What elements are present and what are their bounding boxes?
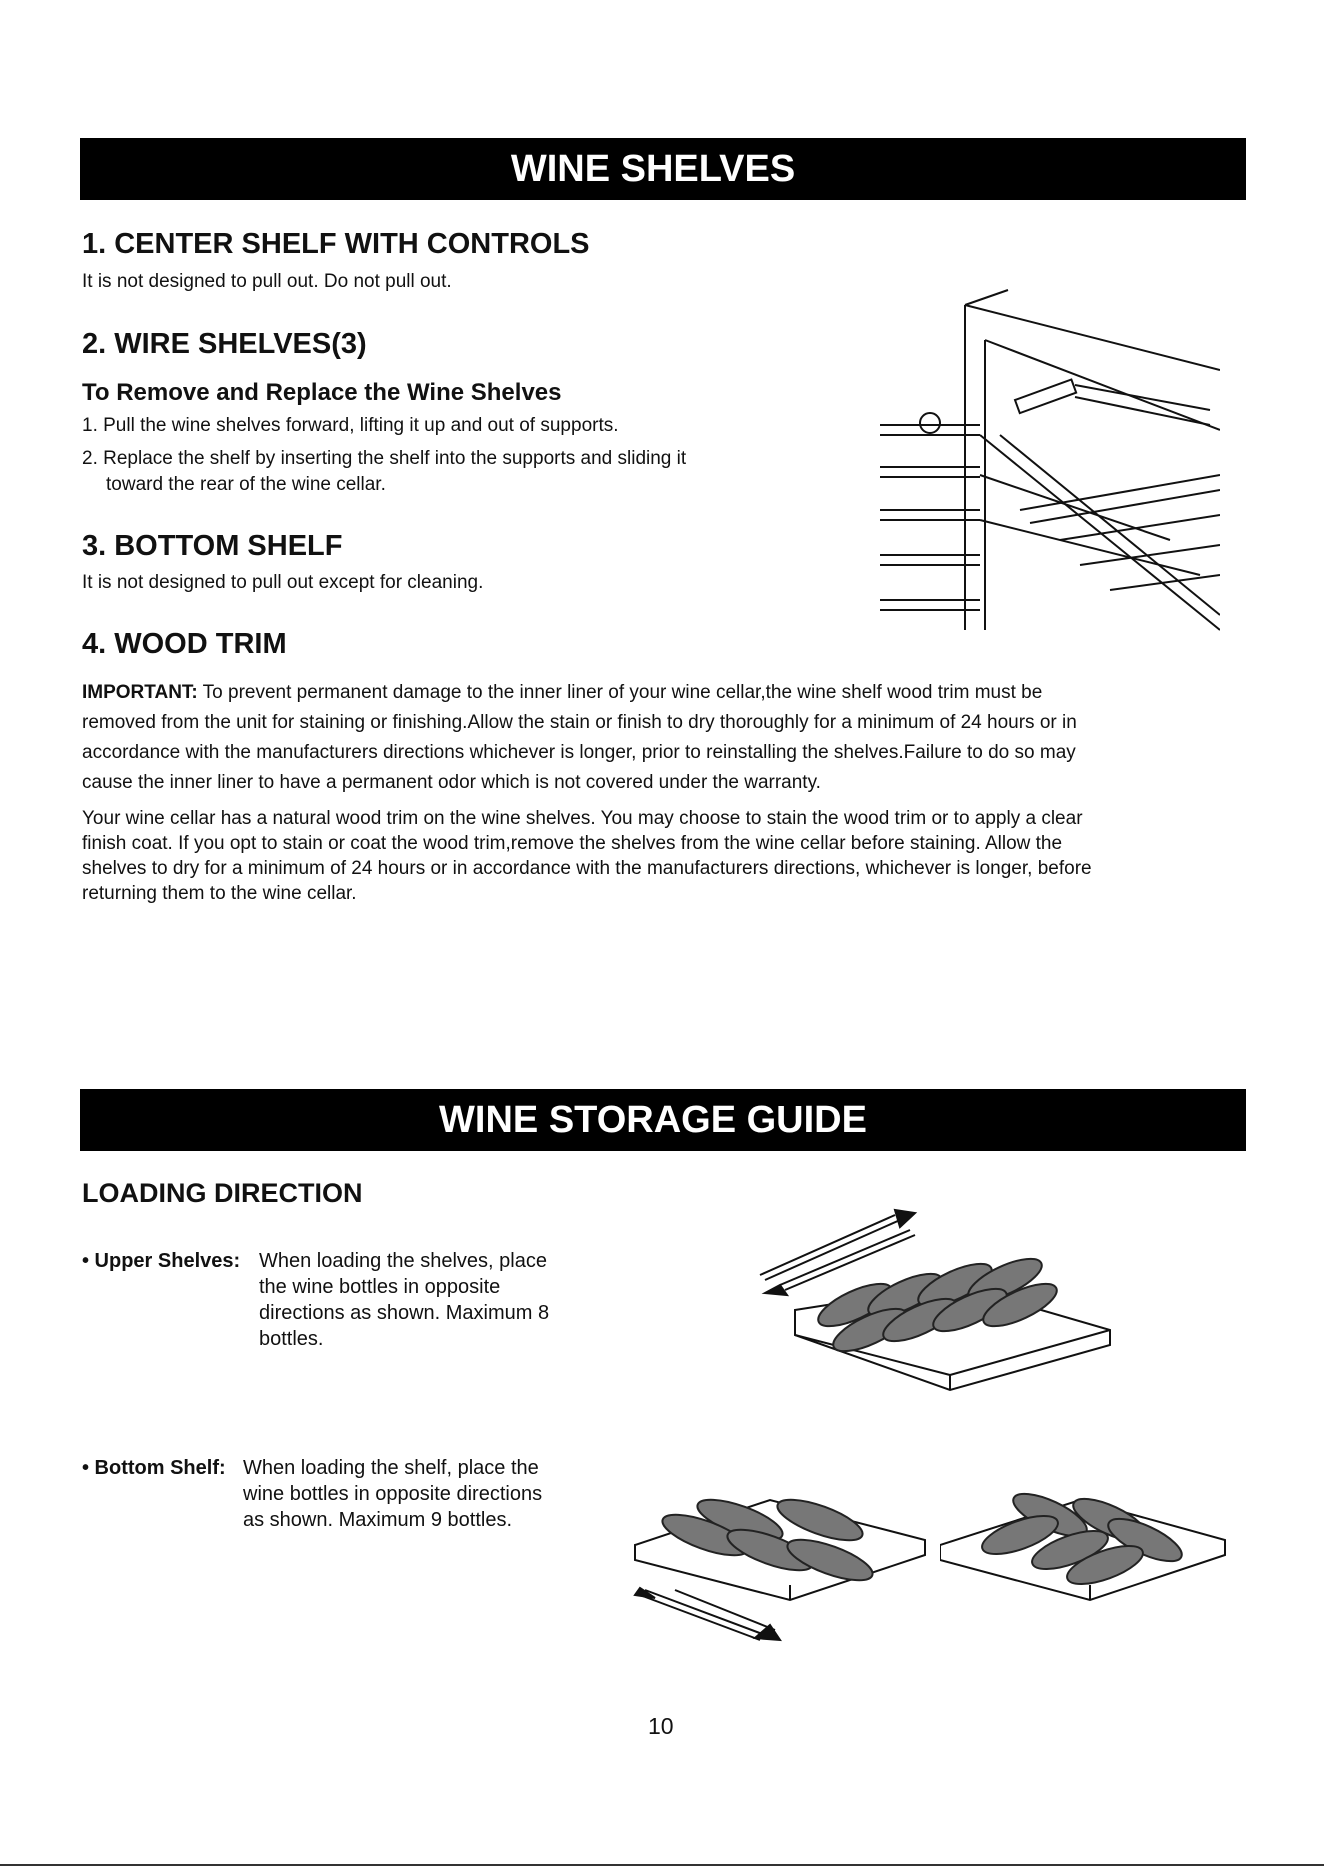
text-line: When loading the shelves, place (259, 1250, 547, 1272)
text-line: wine bottles in opposite directions (243, 1483, 543, 1505)
step-1: 1. Pull the wine shelves forward, lifting it up and out of supports. (82, 415, 619, 436)
important-paragraph (82, 678, 1252, 798)
upper-shelves-item (82, 1248, 240, 1274)
bottom-shelf-loading-illustration-left (630, 1470, 930, 1650)
text-line: directions as shown. Maximum 8 (259, 1302, 550, 1324)
page-number: 10 (648, 1713, 674, 1739)
text-line: bottles. (259, 1328, 324, 1350)
section-title: 1. CENTER SHELF WITH CONTROLS (82, 228, 590, 260)
important-line: accordance with the manufacturers directions whichever is longer, prior to reinstalling the shelves.Failure to do so may (82, 742, 1076, 763)
subsection-title: To Remove and Replace the Wine Shelves (82, 379, 562, 406)
page-bottom-rule (0, 1864, 1324, 1866)
step-2-continued: toward the rear of the wine cellar. (106, 474, 386, 495)
upper-shelves-label: • Upper Shelves: (82, 1250, 241, 1272)
header-title: WINE STORAGE GUIDE (439, 1098, 867, 1141)
paragraph-line: returning them to the wine cellar. (82, 883, 357, 904)
loading-direction-title: LOADING DIRECTION (82, 1178, 363, 1208)
text-line: the wine bottles in opposite (259, 1276, 501, 1298)
bottom-shelf-label: • Bottom Shelf: (82, 1457, 226, 1479)
text-line: as shown. Maximum 9 bottles. (243, 1509, 512, 1531)
bottom-shelf-text (243, 1455, 542, 1533)
paragraph-line: Your wine cellar has a natural wood trim on the wine shelves. You may choose to stain the wood trim or to apply a clear (82, 808, 1083, 829)
section-text: It is not designed to pull out. Do not pull out. (82, 271, 452, 292)
section-header-wine-shelves (80, 138, 1246, 200)
upper-shelves-text (259, 1248, 549, 1352)
step-2: 2. Replace the shelf by inserting the shelf into the supports and sliding it (82, 448, 687, 469)
section-title: 4. WOOD TRIM (82, 628, 287, 660)
wire-shelf-illustration (870, 285, 1220, 635)
important-line: To prevent permanent damage to the inner liner of your wine cellar,the wine shelf wood trim must be (197, 682, 1043, 703)
bottom-shelf-item (82, 1455, 226, 1481)
important-line: cause the inner liner to have a permanent odor which is not covered under the warranty. (82, 772, 821, 793)
important-label: IMPORTANT: (82, 682, 198, 703)
bottom-shelf-loading-illustration-right (940, 1470, 1230, 1640)
section-title: 2. WIRE SHELVES(3) (82, 328, 367, 360)
paragraph-line: shelves to dry for a minimum of 24 hours or in accordance with the manufacturers directions, whichever is longer, before (82, 858, 1092, 879)
section-header-wine-storage-guide (80, 1089, 1246, 1151)
upper-shelf-loading-illustration (755, 1205, 1115, 1400)
text-line: When loading the shelf, place the (243, 1457, 539, 1479)
header-title: WINE SHELVES (510, 147, 796, 190)
section-title: 3. BOTTOM SHELF (82, 530, 343, 562)
wood-trim-paragraph (82, 806, 1252, 906)
important-line: removed from the unit for staining or finishing.Allow the stain or finish to dry thoroughly for a minimum of 24 hours or in (82, 712, 1077, 733)
section-text: It is not designed to pull out except for cleaning. (82, 572, 484, 593)
paragraph-line: finish coat. If you opt to stain or coat the wood trim,remove the shelves from the wine cellar before staining. Allow the (82, 833, 1063, 854)
